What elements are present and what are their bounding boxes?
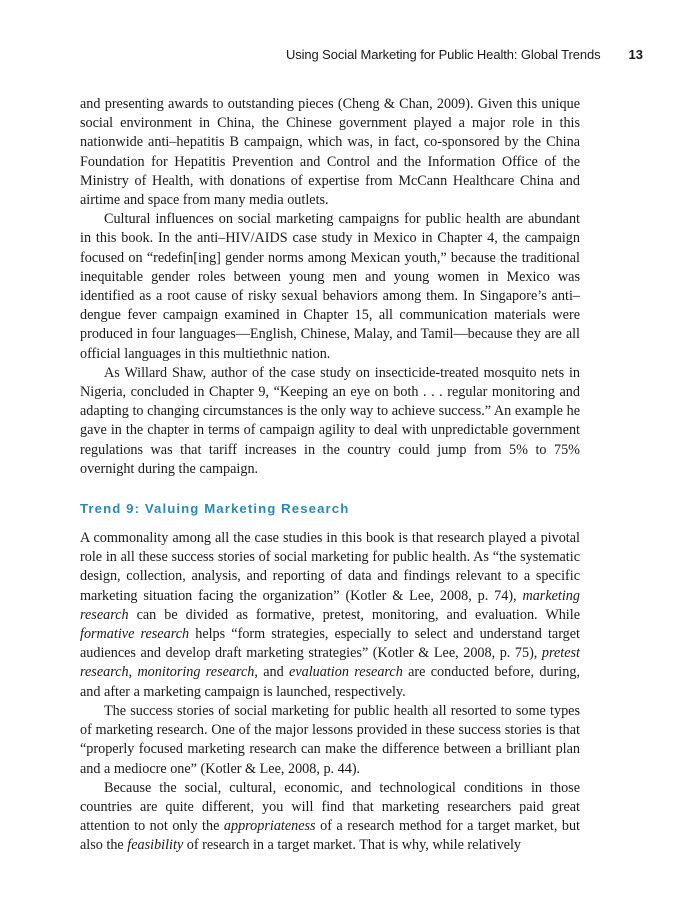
running-title: Using Social Marketing for Public Health: Global Trends <box>285 47 601 62</box>
text-run: Because the social, cultural, economic, and technological conditions in those countries are quite different, you will find that marketing researchers paid great attention to not only the <box>80 779 580 835</box>
paragraph-research-commonality <box>80 529 580 702</box>
italic-term: pretest research <box>80 645 580 681</box>
text-run: , <box>128 664 138 681</box>
text-run: , and <box>254 664 290 681</box>
italic-term: appropriateness <box>223 818 316 835</box>
text-run: are conducted before, during, and after a marketing campaign is launched, respectively. <box>80 664 580 700</box>
text-run: of a research method for a target market, but also the <box>80 818 580 854</box>
body-text <box>80 95 580 856</box>
section-heading: Trend 9: Valuing Marketing Research <box>80 501 350 517</box>
text-run: A commonality among all the case studies in this book is that research played a pivotal role in all these success stories of social marketing for public health. As “the systematic design, collection, analysis, and reporting of data and findings relevant to a specific marketing situation facing the organization” (Kotler & Lee, 2008, p. 74), <box>80 530 580 604</box>
italic-term: formative research <box>80 626 190 643</box>
text-run: helps “form strategies, especially to select and understand target audiences and develop draft marketing strategies” (Kotler & Lee, 2008, p. 75), <box>80 626 580 662</box>
italic-term: evaluation research <box>289 664 403 681</box>
italic-term: monitoring research <box>137 664 255 681</box>
italic-term: feasibility <box>127 837 184 854</box>
italic-term: marketing research <box>80 587 580 623</box>
page-number: 13 <box>628 47 643 62</box>
paragraph-conditions <box>80 779 580 856</box>
paragraph-continuation: and presenting awards to outstanding pieces (Cheng & Chan, 2009). Given this unique social environment in China, the Chinese government played a major role in this nationwide anti–hepatitis B campaign, which was, in fact, co-sponsored by the China Foundation for Hepatitis Prevention and Control and the Information Office of the Ministry of Health, with donations of expertise from McCann Healthcare China and airtime and space from many media outlets. <box>80 96 580 209</box>
text-run: can be divided as formative, pretest, monitoring, and evaluation. While <box>128 606 580 623</box>
text-run: of research in a target market. That is why, while relatively <box>183 837 521 854</box>
running-head <box>0 47 643 62</box>
paragraph-cultural-influences: Cultural influences on social marketing campaigns for public health are abundant in this book. In the anti–HIV/AIDS case study in Mexico in Chapter 4, the campaign focused on “redefin[ing] gender norms among Mexican youth,” because the traditional inequitable gender roles between young men and young women in Mexico was identified as a root cause of risky sexual behaviors among them. In Singapore’s anti–dengue fever campaign examined in Chapter 15, all communication materials were produced in four languages—English, Chinese, Malay, and Tamil—because they are all official languages in this multiethnic nation. <box>80 211 580 362</box>
paragraph-success-stories: The success stories of social marketing for public health all resorted to some types of marketing research. One of the major lessons provided in these success stories is that “properly focused marketing research can make the difference between a brilliant plan and a mediocre one” (Kotler & Lee, 2008, p. 44). <box>80 702 580 777</box>
paragraph-willard-shaw: As Willard Shaw, author of the case study on insecticide-treated mosquito nets in Nigeria, concluded in Chapter 9, “Keeping an eye on both . . . regular monitoring and adapting to changing circumstances is the only way to achieve success.” An example he gave in the chapter in terms of campaign agility to deal with unpredictable government regulations was that tariff increases in the country could jump from 5% to 75% overnight during the campaign. <box>80 364 580 477</box>
